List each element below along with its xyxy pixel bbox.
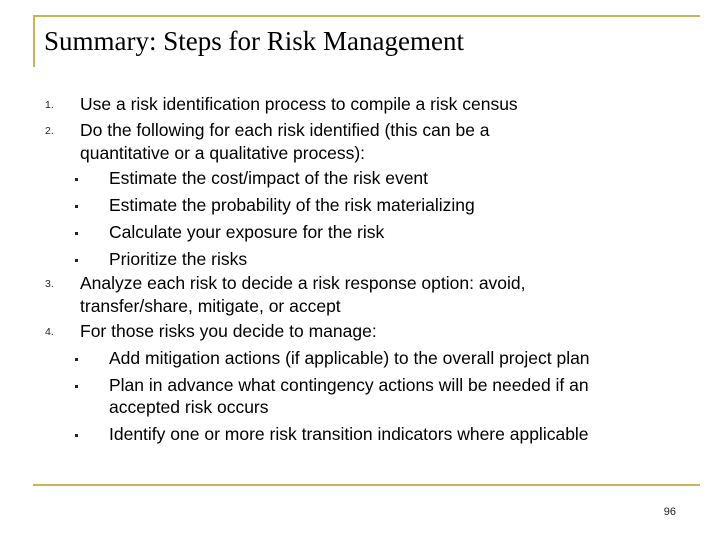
page-number: 96: [663, 506, 676, 518]
sub-item: Estimate the probability of the risk materializing: [109, 195, 475, 215]
step-text: Analyze each risk to decide a risk response option: avoid,: [80, 273, 526, 293]
sub-item: Plan in advance what contingency actions will be needed if an: [109, 375, 589, 395]
sub-item: Add mitigation actions (if applicable) to the overall project plan: [109, 348, 590, 368]
bullet-icon: [75, 434, 78, 437]
sub-item: accepted risk occurs: [109, 397, 269, 417]
bullet-icon: [75, 205, 78, 208]
step-text: Use a risk identification process to compile a risk census: [80, 94, 518, 114]
step-text: transfer/share, mitigate, or accept: [80, 296, 341, 316]
sub-item: Prioritize the risks: [109, 249, 248, 269]
bullet-icon: [75, 385, 78, 388]
step-number: 1.: [45, 99, 54, 111]
bullet-icon: [75, 232, 78, 235]
step-number: 3.: [45, 278, 54, 290]
step-number: 4.: [45, 326, 54, 338]
sub-item: Calculate your exposure for the risk: [109, 222, 385, 242]
bullet-icon: [75, 259, 78, 262]
step-text: For those risks you decide to manage:: [80, 321, 377, 341]
bullet-icon: [75, 358, 78, 361]
step-number: 2.: [45, 125, 54, 137]
step-text: Do the following for each risk identified (this can be a: [80, 120, 490, 140]
sub-item: Estimate the cost/impact of the risk event: [109, 168, 429, 188]
sub-item: Identify one or more risk transition indicators where applicable: [109, 424, 589, 444]
step-text: quantitative or a qualitative process):: [80, 143, 366, 163]
bullet-icon: [75, 178, 78, 181]
slide-title: Summary: Steps for Risk Management: [44, 26, 464, 56]
bottom-rule: [33, 484, 700, 486]
